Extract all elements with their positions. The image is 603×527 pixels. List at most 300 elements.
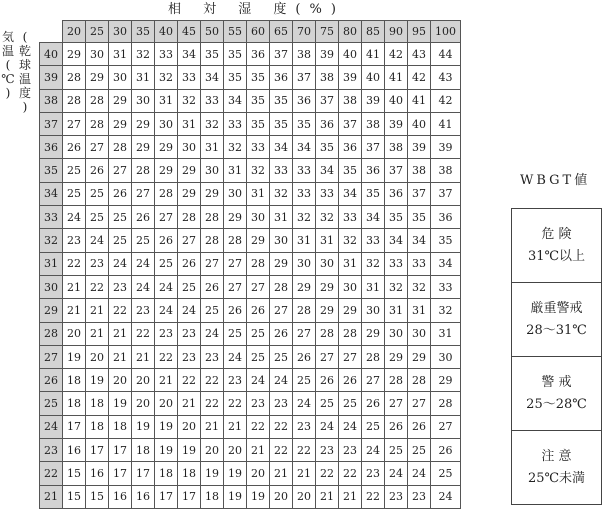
wbgt-cell: 26 <box>155 229 178 252</box>
wbgt-cell: 35 <box>247 66 270 89</box>
wbgt-cell: 42 <box>431 89 461 112</box>
humidity-header: 70 <box>293 21 316 43</box>
wbgt-cell: 41 <box>431 112 461 135</box>
wbgt-cell: 39 <box>431 136 461 159</box>
wbgt-cell: 26 <box>63 136 86 159</box>
wbgt-cell: 34 <box>270 136 293 159</box>
wbgt-cell: 21 <box>109 345 132 368</box>
wbgt-cell: 24 <box>408 462 431 485</box>
wbgt-cell: 22 <box>63 252 86 275</box>
temperature-header: 24 <box>40 415 63 438</box>
wbgt-cell: 29 <box>431 369 461 392</box>
table-row <box>40 206 461 229</box>
wbgt-cell: 15 <box>86 485 109 508</box>
wbgt-cell: 28 <box>86 112 109 135</box>
wbgt-cell: 23 <box>178 322 201 345</box>
wbgt-cell: 32 <box>385 275 408 298</box>
wbgt-cell: 21 <box>109 322 132 345</box>
wbgt-cell: 29 <box>86 66 109 89</box>
wbgt-cell: 22 <box>201 369 224 392</box>
y-axis-subtitle: ( 乾 球 温 度 ) <box>18 30 31 114</box>
wbgt-cell: 20 <box>201 439 224 462</box>
wbgt-cell: 23 <box>247 392 270 415</box>
wbgt-cell: 17 <box>86 439 109 462</box>
wbgt-cell: 23 <box>385 485 408 508</box>
wbgt-cell: 22 <box>270 439 293 462</box>
wbgt-cell: 25 <box>201 299 224 322</box>
wbgt-cell: 35 <box>224 66 247 89</box>
wbgt-cell: 27 <box>178 229 201 252</box>
wbgt-cell: 24 <box>385 462 408 485</box>
wbgt-cell: 25 <box>270 345 293 368</box>
wbgt-cell: 27 <box>247 275 270 298</box>
wbgt-cell: 26 <box>339 369 362 392</box>
wbgt-cell: 35 <box>293 112 316 135</box>
wbgt-cell: 21 <box>224 415 247 438</box>
wbgt-cell: 26 <box>178 252 201 275</box>
wbgt-cell: 16 <box>63 439 86 462</box>
wbgt-cell: 18 <box>155 462 178 485</box>
wbgt-cell: 32 <box>178 89 201 112</box>
wbgt-cell: 26 <box>385 415 408 438</box>
wbgt-cell: 18 <box>109 415 132 438</box>
humidity-header: 90 <box>385 21 408 43</box>
humidity-header: 95 <box>408 21 431 43</box>
wbgt-cell: 23 <box>339 439 362 462</box>
wbgt-cell: 28 <box>408 369 431 392</box>
wbgt-cell: 28 <box>86 89 109 112</box>
wbgt-cell: 24 <box>339 415 362 438</box>
wbgt-cell: 18 <box>86 392 109 415</box>
wbgt-cell: 28 <box>362 345 385 368</box>
wbgt-cell: 31 <box>270 206 293 229</box>
wbgt-cell: 31 <box>362 275 385 298</box>
legend-box <box>511 208 602 505</box>
wbgt-cell: 21 <box>316 485 339 508</box>
wbgt-cell: 35 <box>385 206 408 229</box>
wbgt-cell: 20 <box>293 485 316 508</box>
wbgt-cell: 38 <box>293 43 316 66</box>
wbgt-cell: 19 <box>224 462 247 485</box>
wbgt-cell: 30 <box>362 299 385 322</box>
wbgt-cell: 30 <box>224 182 247 205</box>
wbgt-cell: 18 <box>86 415 109 438</box>
wbgt-cell: 39 <box>362 89 385 112</box>
wbgt-cell: 34 <box>224 89 247 112</box>
wbgt-cell: 35 <box>247 89 270 112</box>
wbgt-cell: 26 <box>431 439 461 462</box>
table-row <box>40 136 461 159</box>
wbgt-cell: 29 <box>247 229 270 252</box>
wbgt-cell: 32 <box>224 136 247 159</box>
wbgt-cell: 39 <box>316 43 339 66</box>
temperature-header: 23 <box>40 439 63 462</box>
header-row <box>40 21 461 43</box>
wbgt-cell: 28 <box>316 322 339 345</box>
temperature-header: 34 <box>40 182 63 205</box>
wbgt-cell: 34 <box>293 136 316 159</box>
wbgt-cell: 29 <box>155 136 178 159</box>
wbgt-cell: 21 <box>155 369 178 392</box>
wbgt-cell: 29 <box>316 299 339 322</box>
wbgt-cell: 25 <box>224 322 247 345</box>
wbgt-cell: 28 <box>385 369 408 392</box>
table-row <box>40 485 461 508</box>
table-row <box>40 229 461 252</box>
wbgt-cell: 33 <box>155 43 178 66</box>
wbgt-cell: 16 <box>86 462 109 485</box>
wbgt-cell: 33 <box>201 89 224 112</box>
wbgt-cell: 24 <box>293 392 316 415</box>
wbgt-cell: 35 <box>431 229 461 252</box>
wbgt-cell: 29 <box>362 322 385 345</box>
wbgt-cell: 25 <box>385 439 408 462</box>
temperature-header: 21 <box>40 485 63 508</box>
wbgt-cell: 41 <box>362 43 385 66</box>
wbgt-cell: 28 <box>247 252 270 275</box>
temperature-header: 35 <box>40 159 63 182</box>
wbgt-cell: 23 <box>270 392 293 415</box>
wbgt-cell: 34 <box>339 182 362 205</box>
wbgt-cell: 29 <box>316 275 339 298</box>
wbgt-cell: 15 <box>63 462 86 485</box>
table-row <box>40 66 461 89</box>
wbgt-cell: 19 <box>155 439 178 462</box>
temperature-header: 29 <box>40 299 63 322</box>
legend-level-warning <box>512 356 601 430</box>
humidity-header: 100 <box>431 21 461 43</box>
humidity-header: 55 <box>224 21 247 43</box>
wbgt-cell: 34 <box>178 43 201 66</box>
legend-range: 28〜31℃ <box>526 322 587 338</box>
table-row <box>40 322 461 345</box>
wbgt-cell: 43 <box>408 43 431 66</box>
legend-level-danger <box>512 209 601 282</box>
wbgt-cell: 30 <box>132 89 155 112</box>
wbgt-cell: 37 <box>385 159 408 182</box>
wbgt-cell: 21 <box>247 439 270 462</box>
temperature-header: 32 <box>40 229 63 252</box>
humidity-header: 35 <box>132 21 155 43</box>
wbgt-cell: 29 <box>385 345 408 368</box>
wbgt-cell: 19 <box>247 485 270 508</box>
wbgt-cell: 20 <box>224 439 247 462</box>
wbgt-cell: 26 <box>362 392 385 415</box>
wbgt-cell: 35 <box>270 112 293 135</box>
wbgt-cell: 19 <box>63 345 86 368</box>
wbgt-table <box>39 20 461 509</box>
wbgt-cell: 17 <box>109 462 132 485</box>
wbgt-cell: 31 <box>408 299 431 322</box>
wbgt-cell: 27 <box>224 252 247 275</box>
wbgt-cell: 17 <box>132 462 155 485</box>
wbgt-cell: 30 <box>178 136 201 159</box>
wbgt-cell: 29 <box>155 159 178 182</box>
wbgt-cell: 33 <box>339 206 362 229</box>
wbgt-cell: 24 <box>109 252 132 275</box>
wbgt-cell: 31 <box>224 159 247 182</box>
wbgt-cell: 16 <box>109 485 132 508</box>
wbgt-cell: 37 <box>362 136 385 159</box>
wbgt-cell: 24 <box>63 206 86 229</box>
humidity-header: 60 <box>247 21 270 43</box>
wbgt-cell: 38 <box>385 136 408 159</box>
wbgt-cell: 31 <box>178 112 201 135</box>
wbgt-cell: 22 <box>339 462 362 485</box>
wbgt-cell: 28 <box>155 182 178 205</box>
wbgt-cell: 18 <box>201 485 224 508</box>
wbgt-cell: 31 <box>385 299 408 322</box>
wbgt-cell: 28 <box>270 275 293 298</box>
wbgt-cell: 25 <box>431 462 461 485</box>
wbgt-cell: 22 <box>362 485 385 508</box>
wbgt-cell: 35 <box>247 112 270 135</box>
humidity-header: 30 <box>109 21 132 43</box>
wbgt-cell: 36 <box>339 136 362 159</box>
wbgt-cell: 18 <box>132 439 155 462</box>
wbgt-cell: 20 <box>178 415 201 438</box>
wbgt-cell: 30 <box>339 275 362 298</box>
wbgt-cell: 33 <box>178 66 201 89</box>
wbgt-cell: 25 <box>109 229 132 252</box>
table-row <box>40 89 461 112</box>
wbgt-cell: 20 <box>86 345 109 368</box>
wbgt-cell: 37 <box>431 182 461 205</box>
wbgt-cell: 20 <box>63 322 86 345</box>
table-row <box>40 299 461 322</box>
wbgt-cell: 24 <box>362 439 385 462</box>
wbgt-cell: 25 <box>109 206 132 229</box>
wbgt-cell: 32 <box>201 112 224 135</box>
wbgt-cell: 33 <box>431 275 461 298</box>
wbgt-cell: 40 <box>339 43 362 66</box>
wbgt-cell: 22 <box>109 299 132 322</box>
wbgt-cell: 40 <box>362 66 385 89</box>
wbgt-cell: 33 <box>316 182 339 205</box>
wbgt-cell: 22 <box>132 322 155 345</box>
wbgt-cell: 32 <box>247 159 270 182</box>
wbgt-cell: 22 <box>293 439 316 462</box>
wbgt-cell: 26 <box>201 275 224 298</box>
wbgt-cell: 19 <box>132 415 155 438</box>
wbgt-cell: 40 <box>408 112 431 135</box>
wbgt-cell: 23 <box>201 345 224 368</box>
wbgt-cell: 35 <box>316 136 339 159</box>
table-row <box>40 369 461 392</box>
table-row <box>40 345 461 368</box>
x-axis-title: 相 対 湿 度(%) <box>168 2 345 17</box>
humidity-header: 50 <box>201 21 224 43</box>
wbgt-cell: 22 <box>247 415 270 438</box>
wbgt-cell: 23 <box>178 345 201 368</box>
wbgt-cell: 24 <box>132 252 155 275</box>
wbgt-cell: 25 <box>155 252 178 275</box>
wbgt-cell: 19 <box>155 415 178 438</box>
wbgt-cell: 24 <box>431 485 461 508</box>
wbgt-cell: 43 <box>431 66 461 89</box>
temperature-header: 36 <box>40 136 63 159</box>
wbgt-cell: 20 <box>132 392 155 415</box>
temperature-header: 22 <box>40 462 63 485</box>
table-row <box>40 252 461 275</box>
humidity-header: 80 <box>339 21 362 43</box>
wbgt-cell: 24 <box>316 415 339 438</box>
wbgt-cell: 18 <box>178 462 201 485</box>
wbgt-cell: 30 <box>385 322 408 345</box>
wbgt-cell: 38 <box>316 66 339 89</box>
wbgt-cell: 22 <box>86 275 109 298</box>
wbgt-cell: 34 <box>362 206 385 229</box>
wbgt-cell: 37 <box>293 66 316 89</box>
temperature-header: 25 <box>40 392 63 415</box>
wbgt-cell: 44 <box>431 43 461 66</box>
table-row <box>40 275 461 298</box>
wbgt-cell: 33 <box>247 136 270 159</box>
wbgt-cell: 37 <box>339 112 362 135</box>
temperature-header: 31 <box>40 252 63 275</box>
wbgt-cell: 23 <box>86 252 109 275</box>
wbgt-cell: 39 <box>339 66 362 89</box>
temperature-header: 27 <box>40 345 63 368</box>
wbgt-cell: 35 <box>339 159 362 182</box>
legend-level-severe-warning <box>512 282 601 356</box>
table-row <box>40 112 461 135</box>
wbgt-cell: 25 <box>63 159 86 182</box>
wbgt-cell: 19 <box>224 485 247 508</box>
wbgt-cell: 33 <box>385 252 408 275</box>
table-row <box>40 462 461 485</box>
wbgt-cell: 27 <box>155 206 178 229</box>
temperature-header: 30 <box>40 275 63 298</box>
wbgt-cell: 30 <box>201 159 224 182</box>
humidity-header: 40 <box>155 21 178 43</box>
y-axis-title: 気 温 ( ℃ ) <box>1 30 15 100</box>
wbgt-cell: 35 <box>201 43 224 66</box>
wbgt-cell: 28 <box>431 392 461 415</box>
wbgt-cell: 23 <box>316 439 339 462</box>
wbgt-cell: 23 <box>63 229 86 252</box>
wbgt-cell: 24 <box>270 369 293 392</box>
wbgt-cell: 22 <box>155 345 178 368</box>
wbgt-cell: 30 <box>431 345 461 368</box>
wbgt-cell: 32 <box>132 43 155 66</box>
wbgt-cell: 33 <box>224 112 247 135</box>
wbgt-cell: 25 <box>339 392 362 415</box>
wbgt-cell: 39 <box>408 136 431 159</box>
wbgt-cell: 39 <box>385 112 408 135</box>
wbgt-cell: 33 <box>270 159 293 182</box>
wbgt-cell: 26 <box>293 345 316 368</box>
table-row <box>40 159 461 182</box>
wbgt-cell: 27 <box>63 112 86 135</box>
wbgt-cell: 35 <box>224 43 247 66</box>
wbgt-cell: 28 <box>293 299 316 322</box>
wbgt-cell: 41 <box>385 66 408 89</box>
table-row <box>40 439 461 462</box>
wbgt-cell: 27 <box>201 252 224 275</box>
legend-label: 注 意 <box>541 448 572 464</box>
wbgt-cell: 21 <box>63 299 86 322</box>
wbgt-cell: 29 <box>109 112 132 135</box>
wbgt-cell: 38 <box>431 159 461 182</box>
legend-label: 危 険 <box>541 226 572 242</box>
wbgt-cell: 21 <box>86 322 109 345</box>
wbgt-cell: 21 <box>339 485 362 508</box>
wbgt-cell: 37 <box>270 43 293 66</box>
wbgt-cell: 20 <box>155 392 178 415</box>
wbgt-cell: 18 <box>63 369 86 392</box>
wbgt-cell: 25 <box>408 439 431 462</box>
wbgt-cell: 21 <box>63 275 86 298</box>
legend-range: 25℃未満 <box>527 470 586 486</box>
wbgt-cell: 33 <box>293 159 316 182</box>
wbgt-cell: 29 <box>339 299 362 322</box>
wbgt-cell: 34 <box>385 229 408 252</box>
legend-range: 25〜28℃ <box>526 396 587 412</box>
humidity-header: 75 <box>316 21 339 43</box>
wbgt-cell: 25 <box>247 322 270 345</box>
wbgt-cell: 25 <box>247 345 270 368</box>
temperature-header: 28 <box>40 322 63 345</box>
wbgt-cell: 30 <box>293 252 316 275</box>
wbgt-cell: 23 <box>293 415 316 438</box>
wbgt-cell: 17 <box>155 485 178 508</box>
temperature-header: 40 <box>40 43 63 66</box>
humidity-header: 25 <box>86 21 109 43</box>
wbgt-cell: 21 <box>293 462 316 485</box>
wbgt-cell: 29 <box>408 345 431 368</box>
wbgt-cell: 36 <box>385 182 408 205</box>
wbgt-cell: 31 <box>431 322 461 345</box>
wbgt-cell: 29 <box>63 43 86 66</box>
wbgt-cell: 26 <box>408 415 431 438</box>
wbgt-cell: 24 <box>224 345 247 368</box>
temperature-header: 33 <box>40 206 63 229</box>
wbgt-cell: 24 <box>247 369 270 392</box>
wbgt-cell: 37 <box>316 89 339 112</box>
wbgt-cell: 35 <box>408 206 431 229</box>
wbgt-cell: 31 <box>132 66 155 89</box>
wbgt-cell: 18 <box>63 392 86 415</box>
wbgt-cell: 27 <box>339 345 362 368</box>
wbgt-cell: 23 <box>408 485 431 508</box>
wbgt-cell: 27 <box>109 159 132 182</box>
wbgt-cell: 25 <box>132 229 155 252</box>
wbgt-cell: 30 <box>109 66 132 89</box>
wbgt-cell: 20 <box>132 369 155 392</box>
wbgt-cell: 24 <box>178 299 201 322</box>
wbgt-cell: 17 <box>178 485 201 508</box>
wbgt-cell: 32 <box>270 182 293 205</box>
wbgt-cell: 19 <box>178 439 201 462</box>
wbgt-cell: 19 <box>109 392 132 415</box>
wbgt-cell: 32 <box>293 206 316 229</box>
wbgt-cell: 31 <box>155 89 178 112</box>
wbgt-cell: 32 <box>362 252 385 275</box>
wbgt-cell: 26 <box>109 182 132 205</box>
wbgt-cell: 29 <box>270 252 293 275</box>
legend-title: WBGT値 <box>520 173 591 188</box>
corner-cell <box>40 21 63 43</box>
wbgt-cell: 38 <box>408 159 431 182</box>
wbgt-cell: 31 <box>339 252 362 275</box>
wbgt-cell: 35 <box>362 182 385 205</box>
legend-label: 警 戒 <box>541 374 572 390</box>
wbgt-cell: 34 <box>316 159 339 182</box>
wbgt-cell: 28 <box>63 89 86 112</box>
wbgt-cell: 26 <box>86 159 109 182</box>
wbgt-cell: 25 <box>63 182 86 205</box>
